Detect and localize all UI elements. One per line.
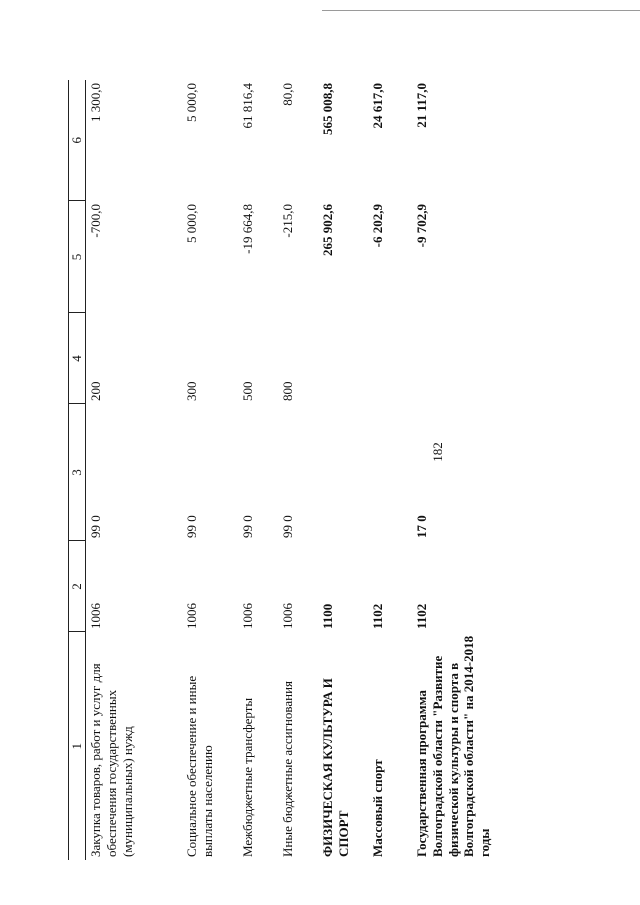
row-type-code — [368, 313, 412, 404]
column-header-6: 6 — [69, 80, 86, 201]
table-row — [368, 80, 412, 860]
row-type-code: 300 — [183, 381, 199, 401]
row-type-code: 200 — [87, 381, 103, 401]
row-target-code — [318, 404, 368, 541]
row-type-code: 800 — [279, 381, 295, 401]
row-total-amount: 5 000,0 — [183, 83, 199, 122]
row-name: Социальное обеспечение и иные выплаты населению — [183, 675, 215, 857]
row-change-amount: 5 000,0 — [183, 204, 199, 243]
scan-edge-line — [322, 10, 640, 11]
column-header-3: 3 — [69, 404, 86, 541]
row-target-code: 17 0 — [413, 515, 429, 538]
row-total-amount: 1 300,0 — [87, 83, 103, 122]
row-total-amount: 565 008,8 — [319, 83, 335, 135]
table-row — [318, 80, 368, 860]
row-name: Иные бюджетные ассигнования — [279, 680, 295, 857]
column-header-2: 2 — [69, 541, 86, 632]
column-header-1: 1 — [69, 632, 86, 860]
row-total-amount: 21 117,0 — [413, 83, 429, 128]
row-change-amount: -6 202,9 — [369, 204, 385, 248]
row-target-code: 99 0 — [87, 515, 103, 538]
row-name: Межбюджетные трансферты — [239, 697, 255, 857]
row-name: Массовый спорт — [369, 759, 385, 857]
row-section-code: 1102 — [369, 603, 385, 629]
row-section-code: 1006 — [279, 603, 295, 629]
row-change-amount: -700,0 — [87, 204, 103, 238]
row-target-code: 99 0 — [239, 515, 255, 538]
row-change-amount: -9 702,9 — [413, 204, 429, 248]
row-total-amount: 24 617,0 — [369, 83, 385, 129]
column-header-4: 4 — [69, 313, 86, 404]
row-type-code: 500 — [239, 381, 255, 401]
page-number: 182 — [430, 442, 445, 462]
row-target-code — [368, 404, 412, 541]
row-target-code: 99 0 — [183, 515, 199, 538]
table-row — [182, 80, 238, 860]
row-name: Государственная программа Волгоградской области "Развитие физической культуры и спорта в Волгоградской области" на 2014-2018 годы — [413, 635, 493, 857]
row-total-amount: 61 816,4 — [239, 83, 255, 129]
row-type-code — [318, 313, 368, 404]
row-change-amount: -19 664,8 — [239, 204, 255, 254]
row-section-code: 1100 — [319, 603, 335, 629]
row-name: Закупка товаров, работ и услуг для обеспечения государственных (муниципальных) нужд — [87, 663, 135, 857]
table-row — [278, 80, 318, 860]
rotated-table-container — [68, 80, 578, 860]
column-header-5: 5 — [69, 201, 86, 313]
table-row — [412, 80, 524, 860]
row-type-code — [412, 313, 524, 404]
row-change-amount: -215,0 — [279, 204, 295, 238]
table-row — [85, 80, 182, 860]
table-header-row — [69, 80, 86, 860]
budget-table — [68, 80, 524, 860]
row-section-code: 1102 — [413, 603, 429, 629]
row-change-amount: 265 902,6 — [319, 204, 335, 256]
row-section-code: 1006 — [183, 603, 199, 629]
row-section-code: 1006 — [87, 603, 103, 629]
row-target-code: 99 0 — [279, 515, 295, 538]
row-total-amount: 80,0 — [279, 83, 295, 106]
row-name: ФИЗИЧЕСКАЯ КУЛЬТУРА И СПОРТ — [319, 678, 351, 857]
row-section-code: 1006 — [239, 603, 255, 629]
table-row — [238, 80, 278, 860]
